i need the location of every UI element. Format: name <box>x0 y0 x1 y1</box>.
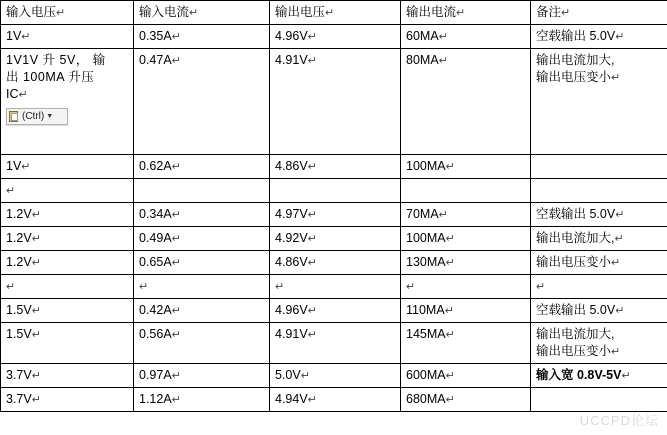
cell-remark <box>531 49 667 155</box>
paragraph-mark: ↵ <box>561 7 571 19</box>
paragraph-mark: ↵ <box>31 394 41 406</box>
cell-output-voltage <box>270 251 401 275</box>
cell-input-voltage <box>1 155 134 179</box>
cell-text: 1.2V <box>6 255 32 269</box>
cell-text: IC <box>6 87 19 101</box>
paragraph-mark: ↵ <box>18 89 28 101</box>
cell-text: 3.7V <box>6 392 32 406</box>
cell-text: 5.0V <box>275 368 301 382</box>
paragraph-mark: ↵ <box>445 161 455 173</box>
cell-text: 1.2V <box>6 231 32 245</box>
paragraph-mark: ↵ <box>438 209 448 221</box>
paragraph-mark: ↵ <box>31 209 41 221</box>
paragraph-mark: ↵ <box>614 233 624 245</box>
cell-text-line: 输出电流加大, <box>536 327 615 341</box>
cell-text: 4.96V <box>275 303 308 317</box>
paragraph-mark: ↵ <box>307 394 317 406</box>
table-row <box>1 323 667 364</box>
cell-text: 1.5V <box>6 303 32 317</box>
cell-output-current <box>401 299 531 323</box>
paragraph-mark: ↵ <box>171 329 181 341</box>
paragraph-mark: ↵ <box>189 7 199 19</box>
paragraph-mark: ↵ <box>300 370 310 382</box>
cell-text: 4.92V <box>275 231 308 245</box>
cell-output-current <box>401 364 531 388</box>
cell-output-voltage <box>270 323 401 364</box>
cell-output-voltage <box>270 299 401 323</box>
cell-output-current <box>401 203 531 227</box>
cell-input-current <box>134 323 270 364</box>
cell-input-voltage <box>1 275 134 299</box>
paragraph-mark: ↵ <box>307 31 317 43</box>
cell-text: 680MA <box>406 392 446 406</box>
cell-output-voltage <box>270 25 401 49</box>
paragraph-mark: ↵ <box>325 7 335 19</box>
paragraph-mark: ↵ <box>171 209 181 221</box>
paragraph-mark: ↵ <box>536 281 546 293</box>
cell-output-current <box>401 25 531 49</box>
header-text: 输入电压 <box>6 5 57 19</box>
paragraph-mark: ↵ <box>438 55 448 67</box>
cell-text: 4.91V <box>275 327 308 341</box>
paragraph-mark: ↵ <box>171 394 181 406</box>
cell-input-voltage <box>1 364 134 388</box>
cell-text: 110MA <box>406 303 445 317</box>
table-row <box>1 251 667 275</box>
cell-input-current <box>134 251 270 275</box>
cell-input-voltage <box>1 299 134 323</box>
cell-text: 4.96V <box>275 29 308 43</box>
paragraph-mark: ↵ <box>445 233 455 245</box>
paragraph-mark: ↵ <box>6 281 16 293</box>
forum-watermark: UCCPD论坛 <box>579 413 659 428</box>
cell-text: 空载输出 5.0V <box>536 303 616 317</box>
cell-text: 145MA <box>406 327 446 341</box>
paragraph-mark: ↵ <box>171 257 181 269</box>
cell-remark <box>531 299 667 323</box>
paragraph-mark: ↵ <box>6 185 16 197</box>
cell-output-current <box>401 251 531 275</box>
paragraph-mark: ↵ <box>171 305 181 317</box>
cell-remark <box>531 25 667 49</box>
header-text: 输出电流 <box>406 5 457 19</box>
column-header-output-voltage <box>270 1 401 25</box>
cell-output-current <box>401 323 531 364</box>
paragraph-mark: ↵ <box>615 305 625 317</box>
cell-text: 输出电压变小 <box>536 255 612 269</box>
paragraph-mark: ↵ <box>445 394 455 406</box>
cell-output-current <box>401 275 531 299</box>
cell-text-line: 出 100MA 升压 <box>6 70 95 84</box>
paste-options-label: (Ctrl) <box>22 111 45 122</box>
cell-text: 4.91V <box>275 53 308 67</box>
cell-text: 输入宽 0.8V-5V <box>536 368 622 382</box>
table-header-row <box>1 1 667 25</box>
cell-text: 0.62A <box>139 159 172 173</box>
clipboard-icon <box>9 110 20 123</box>
header-text: 输出电压 <box>275 5 326 19</box>
table-row <box>1 299 667 323</box>
cell-input-current <box>134 25 270 49</box>
paragraph-mark: ↵ <box>307 161 317 173</box>
paragraph-mark: ↵ <box>171 161 181 173</box>
column-header-input-voltage <box>1 1 134 25</box>
table-row <box>1 227 667 251</box>
cell-output-current <box>401 49 531 155</box>
table-row <box>1 155 667 179</box>
paragraph-mark: ↵ <box>444 305 454 317</box>
column-header-remark <box>531 1 667 25</box>
cell-output-voltage <box>270 227 401 251</box>
cell-text-line <box>536 69 662 87</box>
cell-text: 0.97A <box>139 368 172 382</box>
cell-text: 1.12A <box>139 392 172 406</box>
paragraph-mark: ↵ <box>456 7 466 19</box>
paragraph-mark: ↵ <box>275 281 285 293</box>
paragraph-mark: ↵ <box>31 370 41 382</box>
paragraph-mark: ↵ <box>307 329 317 341</box>
cell-remark <box>531 155 667 179</box>
cell-input-current <box>134 388 270 412</box>
table-body <box>1 1 667 412</box>
paragraph-mark: ↵ <box>31 329 41 341</box>
cell-output-voltage <box>270 275 401 299</box>
cell-input-voltage <box>1 388 134 412</box>
cell-text: 3.7V <box>6 368 32 382</box>
paragraph-mark: ↵ <box>615 209 625 221</box>
paragraph-mark: ↵ <box>406 281 416 293</box>
paragraph-mark: ↵ <box>31 257 41 269</box>
table-row-empty <box>1 275 667 299</box>
cell-text-line: 输出电流加大, <box>536 53 615 67</box>
paragraph-mark: ↵ <box>611 346 621 358</box>
cell-text: 4.97V <box>275 207 308 221</box>
paragraph-mark: ↵ <box>171 31 181 43</box>
paragraph-mark: ↵ <box>621 370 631 382</box>
cell-text: 70MA <box>406 207 439 221</box>
header-text: 输入电流 <box>139 5 190 19</box>
table-row <box>1 203 667 227</box>
cell-text: 空载输出 5.0V <box>536 207 616 221</box>
cell-output-current <box>401 227 531 251</box>
cell-output-voltage <box>270 179 401 203</box>
cell-remark <box>531 323 667 364</box>
cell-text: 0.65A <box>139 255 172 269</box>
cell-input-voltage <box>1 25 134 49</box>
cell-remark <box>531 179 667 203</box>
table-row <box>1 49 667 155</box>
table-row <box>1 388 667 412</box>
paragraph-mark: ↵ <box>31 305 41 317</box>
cell-text: 4.86V <box>275 159 308 173</box>
cell-output-voltage <box>270 49 401 155</box>
cell-output-voltage <box>270 203 401 227</box>
cell-remark <box>531 251 667 275</box>
cell-text: 60MA <box>406 29 439 43</box>
cell-text-line <box>536 343 662 361</box>
cell-input-voltage <box>1 323 134 364</box>
cell-text: 4.94V <box>275 392 308 406</box>
cell-output-current <box>401 388 531 412</box>
cell-input-current <box>134 179 270 203</box>
cell-text: 1.5V <box>6 327 32 341</box>
paste-options-button[interactable] <box>6 108 68 125</box>
paragraph-mark: ↵ <box>445 329 455 341</box>
cell-input-current <box>134 299 270 323</box>
paragraph-mark: ↵ <box>307 233 317 245</box>
paragraph-mark: ↵ <box>307 209 317 221</box>
cell-remark <box>531 275 667 299</box>
header-text: 备注 <box>536 5 562 19</box>
cell-text: 0.35A <box>139 29 172 43</box>
column-header-input-current <box>134 1 270 25</box>
cell-text-line <box>6 86 128 104</box>
cell-remark <box>531 388 667 412</box>
paragraph-mark: ↵ <box>307 257 317 269</box>
chevron-down-icon: ▼ <box>46 113 54 120</box>
cell-text: 600MA <box>406 368 446 382</box>
cell-text: 80MA <box>406 53 439 67</box>
cell-text: 0.56A <box>139 327 172 341</box>
cell-text: 0.42A <box>139 303 172 317</box>
cell-remark <box>531 227 667 251</box>
paragraph-mark: ↵ <box>307 305 317 317</box>
cell-input-voltage <box>1 179 134 203</box>
paragraph-mark: ↵ <box>171 370 181 382</box>
cell-input-voltage <box>1 227 134 251</box>
paragraph-mark: ↵ <box>615 31 625 43</box>
cell-input-current <box>134 227 270 251</box>
paragraph-mark: ↵ <box>611 72 621 84</box>
paragraph-mark: ↵ <box>21 161 31 173</box>
cell-output-current <box>401 179 531 203</box>
cell-text-line: 1V1V 升 5V， 输 <box>6 53 106 67</box>
cell-text: 空载输出 5.0V <box>536 29 616 43</box>
paragraph-mark: ↵ <box>438 31 448 43</box>
cell-output-current <box>401 155 531 179</box>
cell-text: 输出电流加大, <box>536 231 615 245</box>
cell-text: 0.47A <box>139 53 172 67</box>
cell-input-current <box>134 275 270 299</box>
cell-input-voltage <box>1 251 134 275</box>
cell-remark <box>531 364 667 388</box>
cell-text: 0.49A <box>139 231 172 245</box>
cell-input-current <box>134 155 270 179</box>
cell-text: 1.2V <box>6 207 32 221</box>
cell-output-voltage <box>270 155 401 179</box>
cell-text: 1V <box>6 159 22 173</box>
table-row-empty <box>1 179 667 203</box>
cell-input-current <box>134 49 270 155</box>
paragraph-mark: ↵ <box>445 370 455 382</box>
table-row <box>1 25 667 49</box>
cell-output-voltage <box>270 388 401 412</box>
cell-input-voltage <box>1 49 134 155</box>
cell-text: 输出电压变小 <box>536 70 612 84</box>
table-row <box>1 364 667 388</box>
cell-text: 100MA <box>406 159 446 173</box>
cell-text: 1V <box>6 29 22 43</box>
paragraph-mark: ↵ <box>611 257 621 269</box>
paragraph-mark: ↵ <box>307 55 317 67</box>
column-header-output-current <box>401 1 531 25</box>
paragraph-mark: ↵ <box>171 55 181 67</box>
paragraph-mark: ↵ <box>21 31 31 43</box>
cell-text: 4.86V <box>275 255 308 269</box>
cell-text: 输出电压变小 <box>536 344 612 358</box>
cell-text: 0.34A <box>139 207 172 221</box>
cell-output-voltage <box>270 364 401 388</box>
paragraph-mark: ↵ <box>139 281 149 293</box>
paragraph-mark: ↵ <box>445 257 455 269</box>
cell-text: 130MA <box>406 255 446 269</box>
cell-input-current <box>134 203 270 227</box>
paragraph-mark: ↵ <box>56 7 66 19</box>
cell-input-current <box>134 364 270 388</box>
paragraph-mark: ↵ <box>31 233 41 245</box>
paragraph-mark: ↵ <box>171 233 181 245</box>
cell-remark <box>531 203 667 227</box>
cell-input-voltage <box>1 203 134 227</box>
cell-text: 100MA <box>406 231 446 245</box>
